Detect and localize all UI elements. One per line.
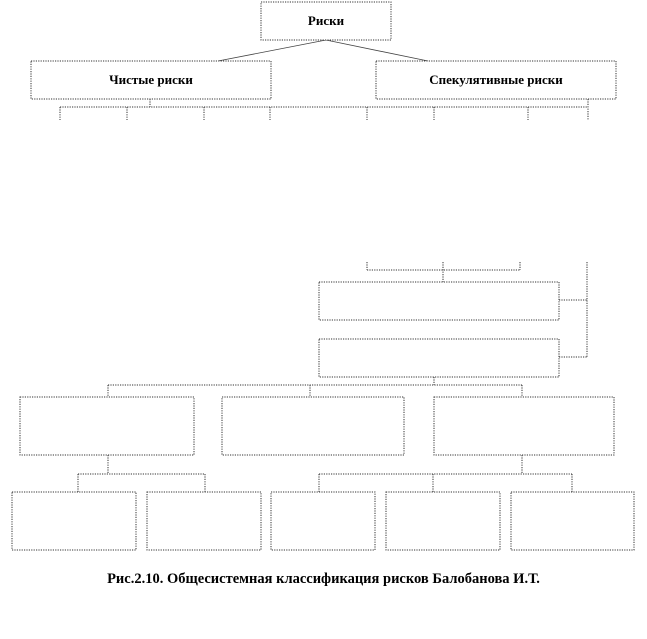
node-speculative-risks [376,61,616,99]
node-level4-4 [386,492,500,550]
node-level3-3 [434,397,614,455]
node-level3-2 [222,397,404,455]
node-root-label: Риски [307,13,345,28]
node-pure-risks [31,61,271,99]
node-level3-1 [20,397,194,455]
node-pure-risks-label: Чистые риски [109,72,193,87]
node-level4-3 [271,492,375,550]
node-level4-2 [147,492,261,550]
node-speculative-risks-label: Спекулятивные риски [429,72,563,87]
connectors-level3 [78,455,572,492]
node-mid-2 [319,339,559,377]
connectors-level2 [60,99,588,120]
connectors-root [218,40,428,61]
node-root [261,2,391,40]
node-mid-1 [319,282,559,320]
node-level4-5 [511,492,634,550]
figure-caption: Рис.2.10. Общесистемная классификация рисков Балобанова И.Т. [107,571,540,587]
node-level4-1 [12,492,136,550]
